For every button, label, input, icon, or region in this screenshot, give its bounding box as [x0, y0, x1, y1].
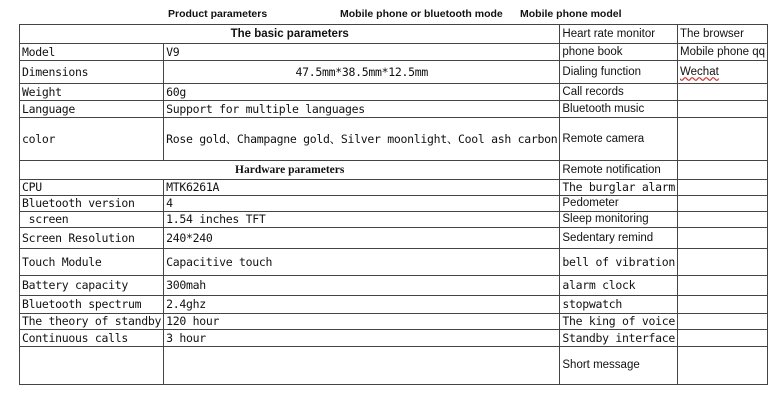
bt-feature: phone book	[560, 44, 678, 61]
spec-label-bluetooth-version: Bluetooth version	[20, 196, 164, 212]
spec-value-screen-resolution: 240*240	[164, 228, 560, 249]
spec-value-cpu: MTK6261A	[164, 180, 560, 196]
empty-cell	[678, 347, 768, 385]
bt-feature: Bluetooth music	[560, 101, 678, 118]
empty-cell	[20, 347, 164, 385]
spec-value-screen: 1.54 inches TFT	[164, 212, 560, 228]
empty-cell	[678, 118, 768, 161]
empty-cell	[678, 212, 768, 228]
table-row	[20, 118, 768, 161]
spec-label-touch-module: Touch Module	[20, 249, 164, 276]
table-row	[20, 180, 768, 196]
phone-model-feature: Mobile phone qq	[678, 44, 768, 61]
empty-cell	[678, 249, 768, 276]
bt-feature: Remote camera	[560, 118, 678, 161]
table-row	[20, 25, 768, 44]
spec-label-model: Model	[20, 44, 164, 61]
table-row	[20, 61, 768, 84]
spec-value-weight: 60g	[164, 84, 560, 101]
table-row	[20, 228, 768, 249]
spec-table	[19, 24, 768, 385]
empty-cell	[164, 347, 560, 385]
empty-cell	[678, 296, 768, 314]
header-product-parameters: Product parameters	[168, 8, 268, 20]
spec-label-bluetooth-spectrum: Bluetooth spectrum	[20, 296, 164, 314]
empty-cell	[678, 101, 768, 118]
table-row	[20, 212, 768, 228]
spec-label-language: Language	[20, 101, 164, 118]
spec-label-screen: screen	[20, 212, 164, 228]
bt-feature: bell of vibration	[560, 249, 678, 276]
spec-value-bluetooth-spectrum: 2.4ghz	[164, 296, 560, 314]
bt-feature: alarm clock	[560, 276, 678, 296]
spec-value-touch-module: Capacitive touch	[164, 249, 560, 276]
spec-value-model: V9	[164, 44, 560, 61]
table-row	[20, 101, 768, 118]
empty-cell	[678, 276, 768, 296]
spec-label-weight: Weight	[20, 84, 164, 101]
spec-label-battery-capacity: Battery capacity	[20, 276, 164, 296]
bt-feature: Sleep monitoring	[560, 212, 678, 228]
bt-feature: stopwatch	[560, 296, 678, 314]
bt-feature: Pedometer	[560, 196, 678, 212]
empty-cell	[678, 161, 768, 180]
empty-cell	[678, 330, 768, 347]
bt-feature: The burglar alarm	[560, 180, 678, 196]
spec-label-color: color	[20, 118, 164, 161]
header-mobile-phone-model: Mobile phone model	[520, 8, 622, 20]
bt-feature: Dialing function	[560, 61, 678, 84]
spec-value-color: Rose gold、Champagne gold、Silver moonlight、Cool ash carbon	[164, 118, 560, 161]
table-row	[20, 196, 768, 212]
table-row	[20, 330, 768, 347]
bt-feature: Remote notification	[560, 161, 678, 180]
bt-feature: Call records	[560, 84, 678, 101]
table-row	[20, 44, 768, 61]
spec-label-theory-of-standby: The theory of standby	[20, 314, 164, 330]
empty-cell	[678, 84, 768, 101]
bt-feature: Heart rate monitor	[560, 25, 678, 44]
spec-label-continuous-calls: Continuous calls	[20, 330, 164, 347]
table-row	[20, 296, 768, 314]
spec-value-language: Support for multiple languages	[164, 101, 560, 118]
spec-label-screen-resolution: Screen Resolution	[20, 228, 164, 249]
bt-feature: Short message	[560, 347, 678, 385]
phone-model-feature-text: Wechat	[680, 65, 719, 78]
empty-cell	[678, 196, 768, 212]
table-row	[20, 314, 768, 330]
phone-model-feature	[678, 61, 768, 84]
bt-feature: Sedentary remind	[560, 228, 678, 249]
spec-value-theory-of-standby: 120 hour	[164, 314, 560, 330]
spec-label-cpu: CPU	[20, 180, 164, 196]
basic-parameters-title: The basic parameters	[20, 25, 560, 44]
spec-value-battery-capacity: 300mah	[164, 276, 560, 296]
phone-model-feature: The browser	[678, 25, 768, 44]
empty-cell	[678, 314, 768, 330]
spec-label-dimensions: Dimensions	[20, 61, 164, 84]
bt-feature: The king of voice	[560, 314, 678, 330]
spec-value-continuous-calls: 3 hour	[164, 330, 560, 347]
table-row	[20, 276, 768, 296]
empty-cell	[678, 180, 768, 196]
empty-cell	[678, 228, 768, 249]
spec-value-bluetooth-version: 4	[164, 196, 560, 212]
spec-value-dimensions: 47.5mm*38.5mm*12.5mm	[164, 61, 560, 84]
table-row	[20, 249, 768, 276]
header-mobile-or-bluetooth-mode: Mobile phone or bluetooth mode	[340, 8, 503, 20]
table-row	[20, 347, 768, 385]
table-row	[20, 84, 768, 101]
hardware-parameters-title: Hardware parameters	[20, 161, 560, 180]
table-row	[20, 161, 768, 180]
bt-feature: Standby interface	[560, 330, 678, 347]
